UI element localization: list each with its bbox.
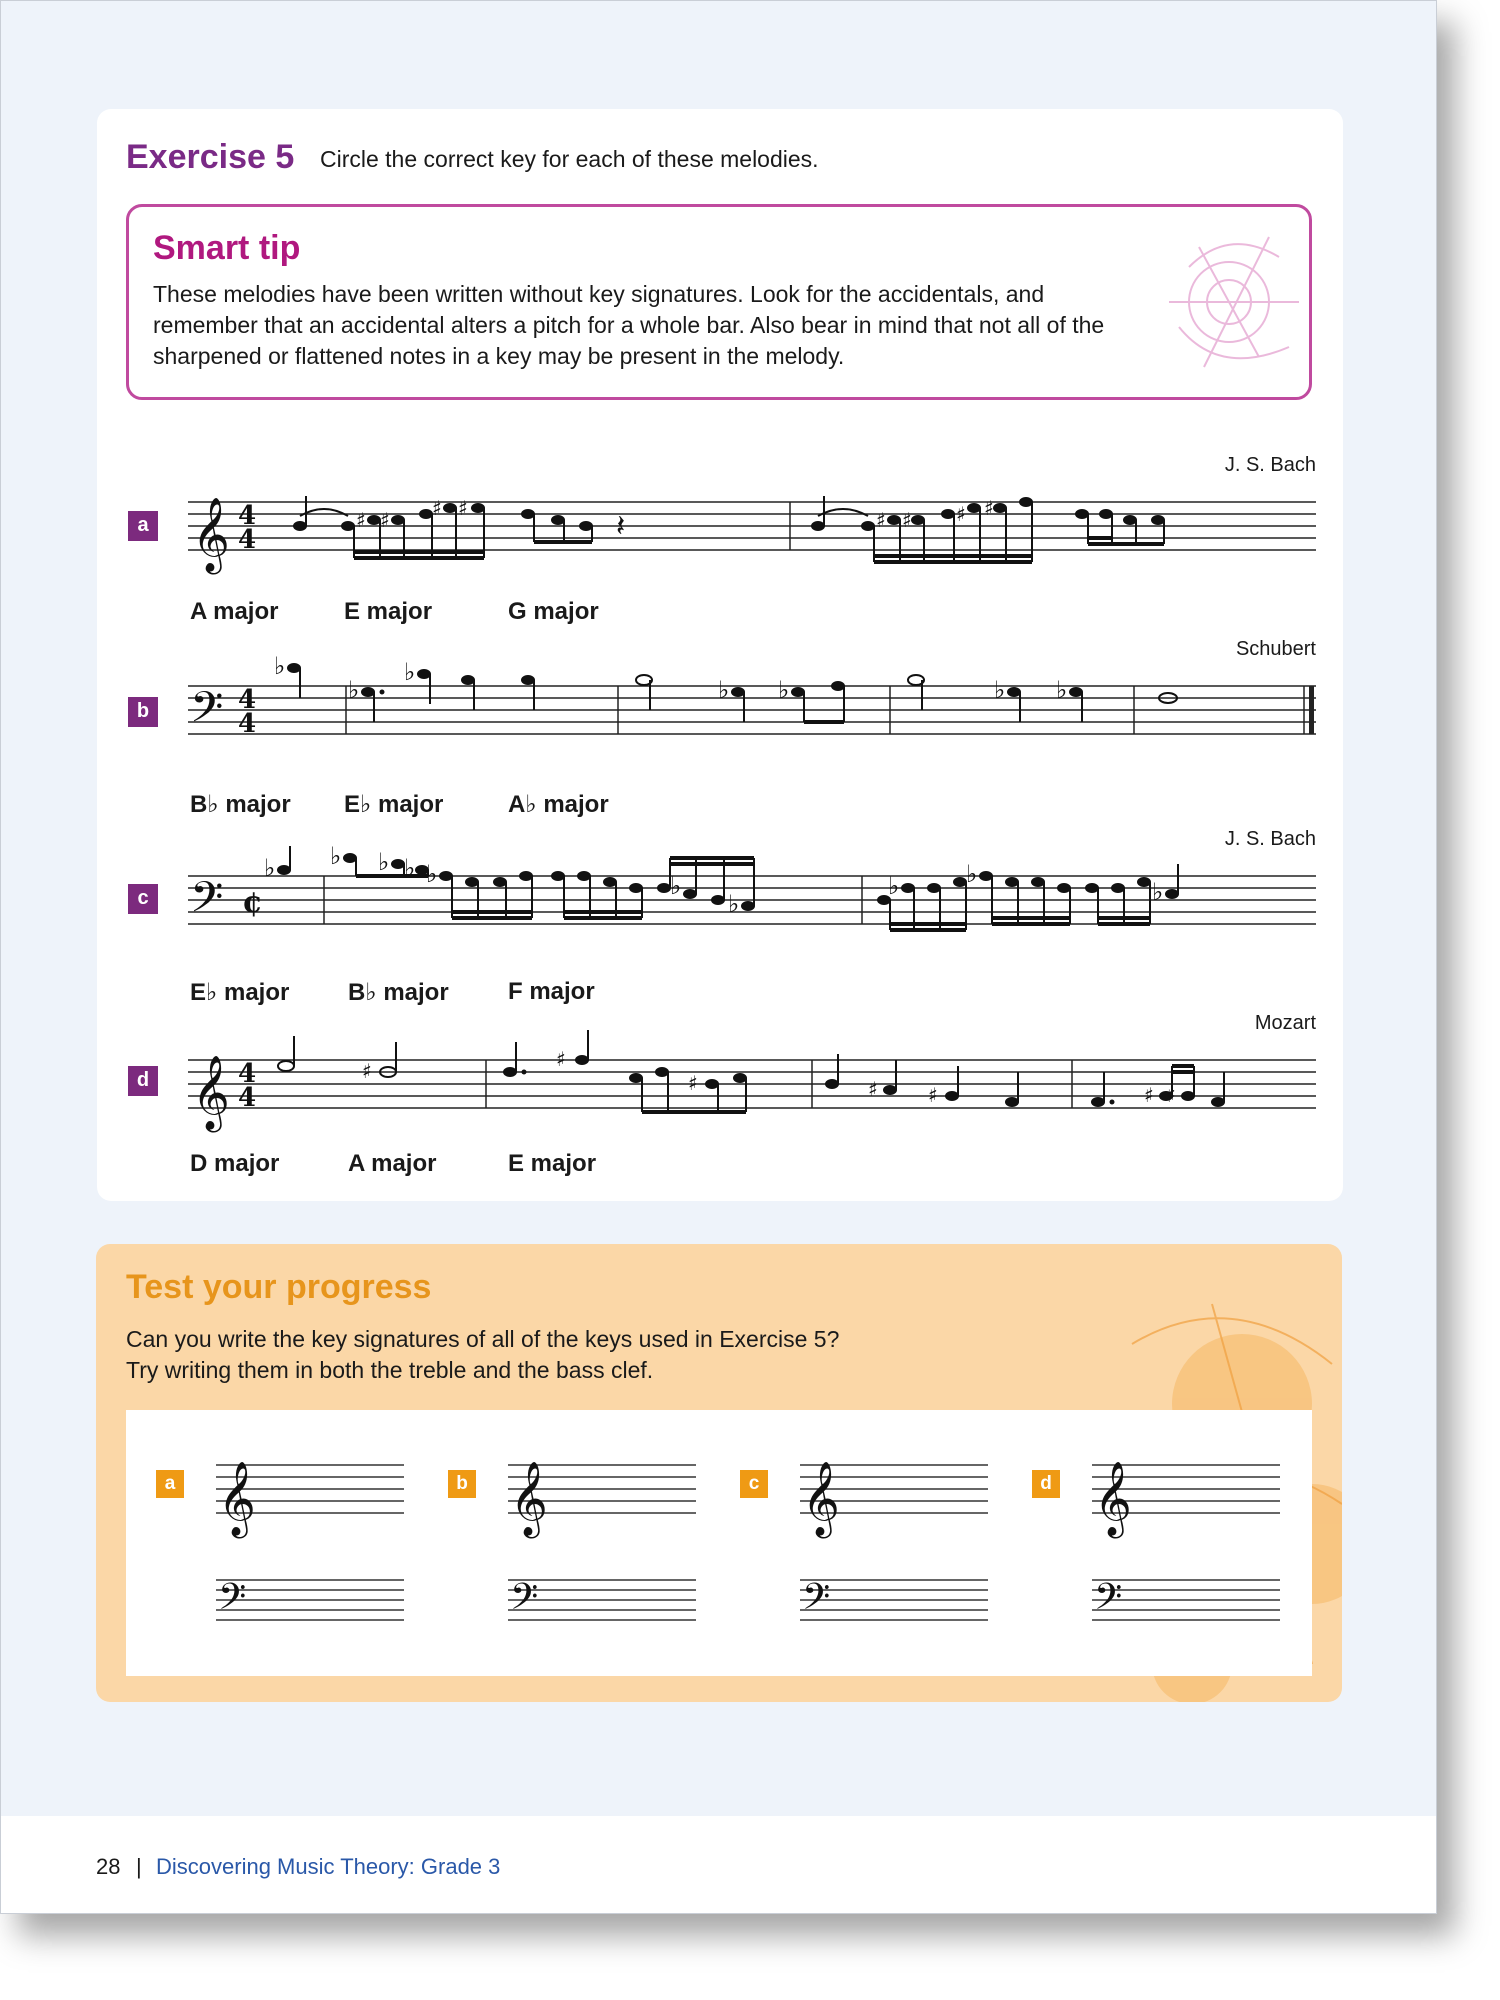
svg-text:♯: ♯ xyxy=(458,496,468,520)
svg-text:♭: ♭ xyxy=(778,676,790,704)
floral-decoration-icon xyxy=(1109,207,1309,397)
staff-a xyxy=(188,472,1318,592)
svg-text:♯: ♯ xyxy=(1166,1083,1176,1107)
option-c-1[interactable]: E♭ major xyxy=(190,979,290,1006)
svg-text:♭: ♭ xyxy=(348,676,360,704)
svg-text:♯: ♯ xyxy=(928,1083,938,1107)
svg-text:♭: ♭ xyxy=(888,872,900,900)
footer-separator: | xyxy=(136,1854,142,1879)
svg-text:𝄢: 𝄢 xyxy=(510,1576,539,1627)
svg-text:4: 4 xyxy=(238,1083,257,1113)
option-a-1[interactable]: A major xyxy=(190,598,279,625)
answer-treble-staff-b[interactable] xyxy=(508,1430,698,1540)
svg-text:♯: ♯ xyxy=(876,508,886,532)
exercise-instruction: Circle the correct key for each of these melodies. xyxy=(320,146,819,172)
answer-badge-d: d xyxy=(1032,1470,1060,1498)
svg-text:♯: ♯ xyxy=(956,502,966,526)
composer-a: J. S. Bach xyxy=(1224,454,1316,476)
test-line-1: Can you write the key signatures of all of the keys used in Exercise 5? xyxy=(126,1326,840,1352)
svg-text:𝄞: 𝄞 xyxy=(510,1462,548,1536)
svg-text:♭: ♭ xyxy=(404,658,416,686)
composer-d: Mozart xyxy=(1254,1012,1316,1034)
svg-text:♭: ♭ xyxy=(330,846,342,870)
svg-text:4: 4 xyxy=(238,709,257,739)
test-instructions xyxy=(126,1324,1026,1386)
answer-treble-staff-c[interactable] xyxy=(800,1430,990,1540)
svg-text:♭: ♭ xyxy=(994,676,1006,704)
svg-text:𝄢: 𝄢 xyxy=(802,1576,831,1627)
svg-text:♭: ♭ xyxy=(264,854,276,882)
svg-text:♭: ♭ xyxy=(728,890,740,918)
svg-text:𝄞: 𝄞 xyxy=(1094,1462,1132,1536)
bass-clef-icon: 𝄢 xyxy=(190,873,224,933)
svg-text:♭: ♭ xyxy=(1056,676,1068,704)
option-b-2[interactable]: E♭ major xyxy=(344,791,444,818)
smart-tip-title: Smart tip xyxy=(153,229,301,267)
book-title: Discovering Music Theory: Grade 3 xyxy=(156,1854,501,1879)
svg-text:𝄽: 𝄽 xyxy=(616,509,626,544)
composer-c: J. S. Bach xyxy=(1224,828,1316,850)
svg-text:♯: ♯ xyxy=(1144,1083,1154,1107)
svg-text:♯: ♯ xyxy=(362,1059,372,1083)
answer-bass-staff-d[interactable] xyxy=(1092,1560,1282,1640)
page-number: 28 xyxy=(96,1854,121,1879)
svg-text:♯: ♯ xyxy=(556,1047,566,1071)
badge-b: b xyxy=(128,697,158,727)
svg-text:𝄞: 𝄞 xyxy=(802,1462,840,1536)
svg-text:♭: ♭ xyxy=(1152,878,1164,906)
staff-b xyxy=(188,656,1318,776)
staff-d xyxy=(188,1030,1318,1150)
svg-text:♯: ♯ xyxy=(984,496,994,520)
smart-tip-body: These melodies have been written without key signatures. Look for the accidentals, and remember that an accidental alters a pitch for a whole bar. Also bear in mind that not all of the sharpened or flattened notes in a key may be present in the melody. xyxy=(153,281,1105,369)
badge-c: c xyxy=(128,884,158,914)
answer-badge-a: a xyxy=(156,1470,184,1498)
bass-clef-icon: 𝄢 xyxy=(190,683,224,743)
option-a-3[interactable]: G major xyxy=(508,598,599,625)
option-d-3[interactable]: E major xyxy=(508,1150,597,1177)
option-b-1[interactable]: B♭ major xyxy=(190,791,291,818)
svg-text:♭: ♭ xyxy=(426,860,438,888)
svg-text:♯: ♯ xyxy=(902,508,912,532)
smart-tip-box xyxy=(126,204,1312,400)
answer-bass-staff-c[interactable] xyxy=(800,1560,990,1640)
answer-bass-staff-b[interactable] xyxy=(508,1560,698,1640)
test-title: Test your progress xyxy=(126,1268,432,1306)
svg-text:♯: ♯ xyxy=(868,1077,878,1101)
exercise-title: Exercise 5 xyxy=(126,138,295,176)
svg-text:♭: ♭ xyxy=(670,872,682,900)
answer-staves-area xyxy=(126,1410,1312,1676)
treble-clef-icon: 𝄞 xyxy=(192,498,230,572)
answer-treble-staff-a[interactable] xyxy=(216,1430,406,1540)
svg-text:♯: ♯ xyxy=(356,508,366,532)
svg-text:♭: ♭ xyxy=(404,854,416,882)
svg-text:♭: ♭ xyxy=(274,656,286,680)
svg-text:4: 4 xyxy=(238,1059,257,1089)
svg-text:4: 4 xyxy=(238,685,257,715)
svg-text:♭: ♭ xyxy=(966,860,978,888)
svg-text:♯: ♯ xyxy=(380,508,390,532)
svg-text:4: 4 xyxy=(238,501,257,531)
svg-text:𝄢: 𝄢 xyxy=(218,1576,247,1627)
svg-text:𝄞: 𝄞 xyxy=(218,1462,256,1536)
option-c-2[interactable]: B♭ major xyxy=(348,979,449,1006)
option-a-2[interactable]: E major xyxy=(344,598,433,625)
test-your-progress-box xyxy=(96,1244,1342,1702)
option-c-3[interactable]: F major xyxy=(508,978,595,1005)
svg-text:♯: ♯ xyxy=(688,1071,698,1095)
badge-d: d xyxy=(128,1066,158,1096)
svg-text:𝄢: 𝄢 xyxy=(1094,1576,1123,1627)
treble-clef-icon: 𝄞 xyxy=(192,1056,230,1130)
composer-b: Schubert xyxy=(1235,638,1316,660)
answer-bass-staff-a[interactable] xyxy=(216,1560,406,1640)
answer-treble-staff-d[interactable] xyxy=(1092,1430,1282,1540)
test-line-2: Try writing them in both the treble and the bass clef. xyxy=(126,1357,654,1383)
svg-text:♭: ♭ xyxy=(718,676,730,704)
staff-c xyxy=(188,846,1318,966)
badge-a: a xyxy=(128,511,158,541)
svg-text:♭: ♭ xyxy=(378,848,390,876)
option-d-1[interactable]: D major xyxy=(190,1150,280,1177)
option-b-3[interactable]: A♭ major xyxy=(508,791,609,818)
answer-badge-b: b xyxy=(448,1470,476,1498)
answer-badge-c: c xyxy=(740,1470,768,1498)
svg-text:¢: ¢ xyxy=(242,885,263,920)
svg-text:4: 4 xyxy=(238,525,257,555)
option-d-2[interactable]: A major xyxy=(348,1150,437,1177)
svg-text:♯: ♯ xyxy=(432,496,442,520)
